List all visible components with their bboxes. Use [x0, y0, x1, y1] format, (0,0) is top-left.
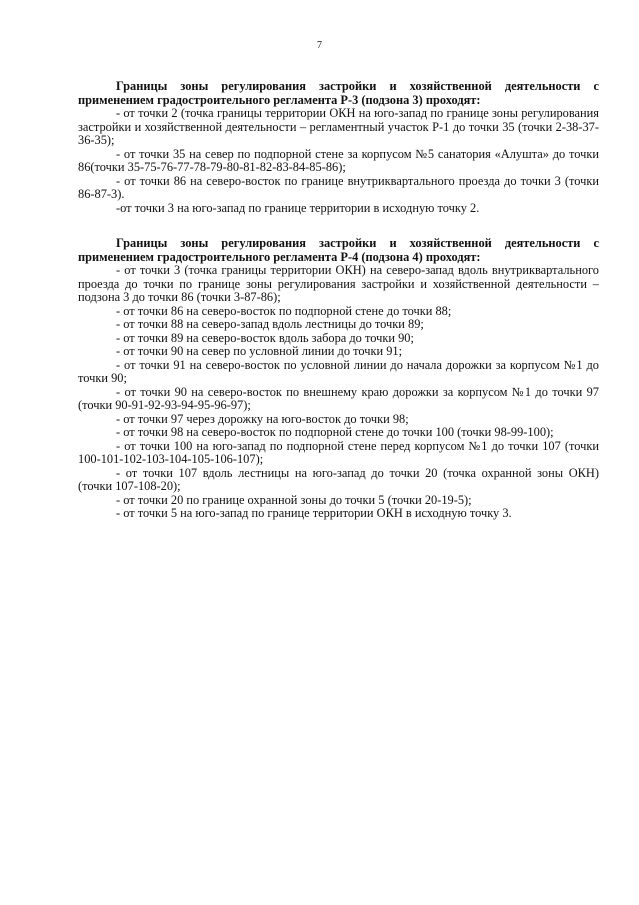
boundary-paragraph: - от точки 5 на юго-запад по границе территории ОКН в исходную точку 3.	[116, 506, 512, 520]
boundary-paragraph: - от точки 107 вдоль лестницы на юго-запад до точки 20 (точка охранной зоны ОКН) (точки 107-108-20);	[78, 465, 599, 493]
boundary-paragraph: - от точки 3 (точка границы территории ОКН) на северо-запад вдоль внутриквартального проезда до точки по границе зоны регулирования застройки и хозяйственной деятельности – подзона 3 до точки 86 (точки 3-87-86);	[78, 263, 599, 304]
boundary-paragraph: - от точки 2 (точка границы территории ОКН на юго-запад по границе зоны регулирования застройки и хозяйственной деятельности – регламентный участок Р-1 до точки 35 (точки 2-38-37-36-35);	[78, 106, 599, 147]
boundary-paragraph: - от точки 90 на северо-восток по внешнему краю дорожки за корпусом №1 до точки 97 (точки 90-91-92-93-94-95-96-97);	[78, 384, 599, 412]
boundary-paragraph: - от точки 89 на северо-восток вдоль забора до точки 90;	[116, 330, 414, 345]
boundary-paragraph: - от точки 86 на северо-восток по подпорной стене до точки 88;	[116, 303, 452, 318]
boundary-paragraph: - от точки 86 на северо-восток по границе внутриквартального проезда до точки 3 (точки 86-87-3).	[78, 173, 599, 201]
section-heading: Границы зоны регулирования застройки и хозяйственной деятельности с применением градостроительного регламента Р-3 (подзона 3) проходят:	[78, 79, 599, 107]
boundary-paragraph: - от точки 90 на север по условной линии до точки 91;	[116, 344, 403, 358]
document-body	[78, 80, 599, 543]
section-heading: Границы зоны регулирования застройки и хозяйственной деятельности с применением градостроительного регламента Р-4 (подзона 4) проходят:	[78, 236, 599, 264]
page-number: 7	[317, 40, 322, 51]
boundary-paragraph: - от точки 97 через дорожку на юго-восток до точки 98;	[116, 411, 409, 426]
boundary-paragraph: - от точки 100 на юго-запад по подпорной стене перед корпусом №1 до точки 107 (точки 100-101-102-103-104-105-106-107);	[78, 438, 599, 466]
boundary-paragraph: - от точки 91 на северо-восток по условной линии до начала дорожки за корпусом №1 до точки 90;	[78, 357, 599, 385]
boundary-paragraph: - от точки 98 на северо-восток по подпорной стене до точки 100 (точки 98-99-100);	[116, 425, 554, 439]
section-zone-p4	[78, 237, 599, 521]
boundary-paragraph: - от точки 35 на север по подпорной стене за корпусом №5 санатория «Алушта» до точки 86(точки 35-75-76-77-78-79-80-81-82-83-84-85-86);	[78, 146, 599, 174]
boundary-paragraph: - от точки 88 на северо-запад вдоль лестницы до точки 89;	[116, 317, 424, 331]
boundary-paragraph: -от точки 3 на юго-запад по границе территории в исходную точку 2.	[116, 200, 480, 215]
section-zone-p3	[78, 80, 599, 215]
boundary-paragraph: - от точки 20 по границе охранной зоны до точки 5 (точки 20-19-5);	[116, 492, 472, 507]
